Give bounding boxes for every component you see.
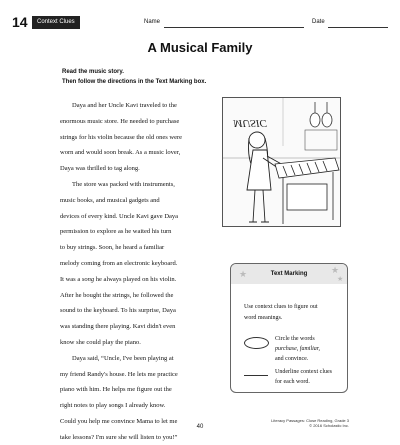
story-line: know she could play the piano. [60,338,141,346]
story-line: worn and would soon break. As a music lover, [60,149,181,157]
text-marking-directions [244,302,339,324]
story-line: melody coming from an electronic keyboard. [60,259,178,267]
underline-icon [244,375,268,376]
underline-line: Underline context clues [275,369,332,375]
story-italic-word: song [81,275,95,283]
text-marking-title: Text Marking [270,271,308,277]
lesson-number: 14 [12,14,28,30]
credit-line: Literacy Passages: Close Reading, Grade 3 [271,418,349,423]
story-line: piano with him. He helps me figure out the [60,386,172,394]
story-line: devices of every kind. Uncle Kavi gave Daya [60,212,179,220]
story-line: was standing there playing. Kavi didn't even [60,323,176,331]
date-label: Date [312,19,325,25]
name-field[interactable] [164,27,304,28]
story-line: my friend Randy's house. He lets me practice [60,370,178,378]
girl-at-keyboard-drawing [223,98,341,227]
story-line: Could you help me convince Mama to let me [60,417,178,425]
story-line: The store was packed with instruments, [72,180,175,188]
directions-line: Use context clues to figure out [244,304,318,310]
lesson-label: Context Clues [32,16,80,29]
name-label: Name [144,19,161,25]
star-icon: ★ [239,269,248,279]
underline-instruction [275,367,345,387]
story-line: music books, and musical gadgets and [60,196,160,204]
star-icon: ★ [331,265,340,275]
story-line: After he bought the strings, he followed the [60,291,174,299]
page-number: 40 [196,424,204,430]
date-field[interactable] [328,27,388,28]
text-marking-box [230,263,348,393]
music-sign: MUSIC [233,117,267,129]
story-text [60,98,220,445]
worksheet-header [12,16,388,34]
credit-line: © 2016 Scholastic Inc. [309,423,349,428]
circle-words: purchase, familiar, [275,346,320,352]
story-line [60,272,220,288]
directions-line: word meanings. [244,315,283,321]
page-title: A Musical Family [147,40,253,55]
story-line: sound to the keyboard. To his surprise, Daya [60,307,176,315]
story-line: Daya was thrilled to tag along. [60,165,140,173]
story-line: permission to explore as he waited his turn [60,228,172,236]
instruction-line-2: Then follow the directions in the Text Marking box. [62,79,207,85]
instruction-line-1: Read the music story. [62,69,124,75]
circle-line: Circle the words [275,336,315,342]
circle-line: and convince. [275,356,309,362]
story-text-span: he always played on his violin. [94,275,177,283]
story-line: strings for his violin because the old ones were [60,133,183,141]
circle-line [275,344,345,354]
circle-oval-icon [244,337,269,349]
story-line: Daya and her Uncle Kavi traveled to the [72,102,177,109]
star-icon: ★ [337,275,344,283]
story-illustration [222,97,341,227]
underline-line: for each word. [275,379,310,385]
story-line: take lessons? I'm sure she will listen to you!” [60,433,178,441]
story-line: to buy strings. Soon, he heard a familiar [60,244,165,252]
story-line: Daya said, “Uncle, I've been playing at [72,354,174,362]
story-line: enormous music store. He needed to purchase [60,117,180,125]
circle-instruction [275,334,345,364]
story-line: right notes to play songs I already know. [60,402,166,410]
story-text-span: It was a [60,275,82,283]
